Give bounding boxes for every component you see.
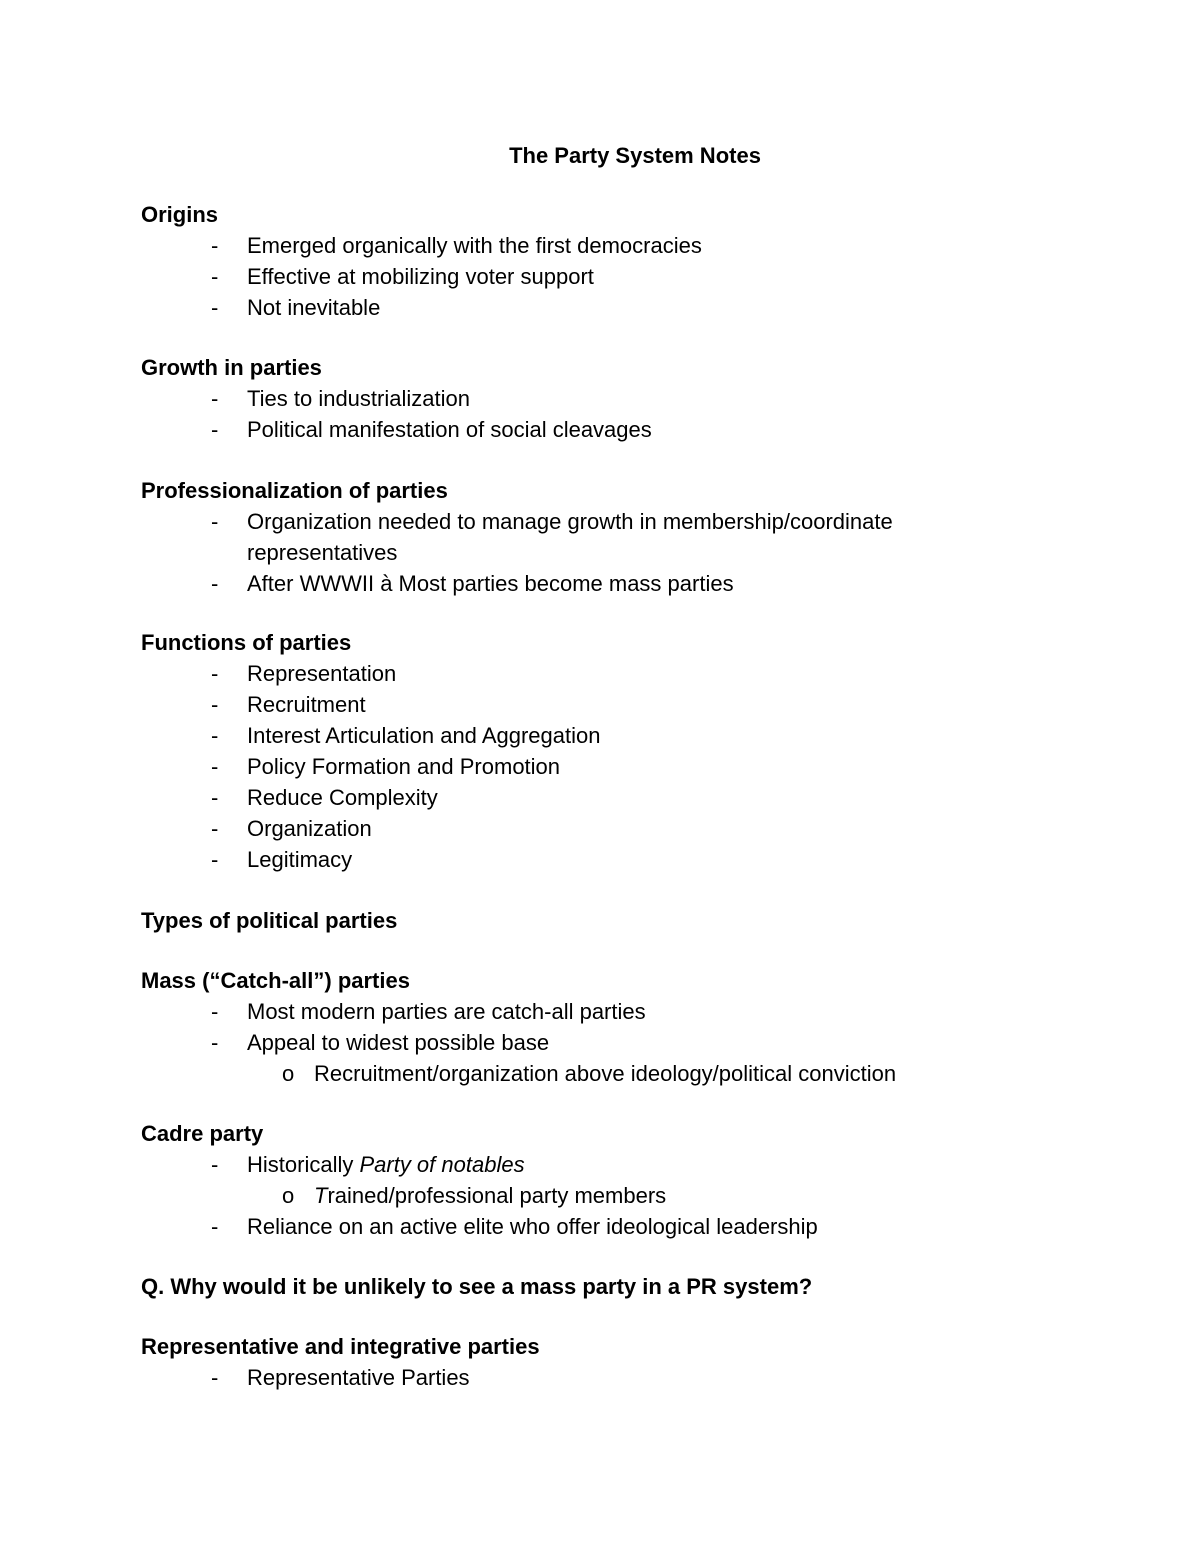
list-item-text: Historically (247, 1152, 360, 1177)
list-item: Recruitment (247, 692, 366, 717)
list-item: After WWWII à Most parties become mass parties (247, 571, 734, 596)
section-heading-representative: Representative and integrative parties (141, 1334, 540, 1359)
sub-list-item-text: rained/professional party members (327, 1183, 667, 1208)
section-heading-functions: Functions of parties (141, 630, 352, 655)
bullet-dash: - (211, 692, 219, 717)
list-item: Representative Parties (247, 1365, 470, 1390)
list-item: Legitimacy (247, 847, 353, 872)
bullet-dash: - (211, 785, 219, 810)
bullet-circle: o (282, 1183, 295, 1208)
bullet-dash: - (211, 417, 219, 442)
list-item: Policy Formation and Promotion (247, 754, 561, 779)
list-item: Emerged organically with the first democracies (247, 233, 702, 258)
list-item: Representation (247, 661, 397, 686)
question-text: Q. Why would it be unlikely to see a mass party in a PR system? (141, 1274, 813, 1299)
bullet-dash: - (211, 847, 219, 872)
bullet-dash: - (211, 295, 219, 320)
list-item: Reduce Complexity (247, 785, 438, 810)
section-heading-growth: Growth in parties (141, 355, 322, 380)
list-item: Not inevitable (247, 295, 381, 320)
sub-list-item-italic-text: T (314, 1183, 328, 1208)
bullet-dash: - (211, 999, 219, 1024)
list-item (247, 1149, 525, 1180)
bullet-dash: - (211, 571, 219, 596)
list-item-italic-text: Party of notables (359, 1152, 525, 1177)
list-item: Ties to industrialization (247, 386, 470, 411)
bullet-dash: - (211, 754, 219, 779)
list-item: Most modern parties are catch-all parties (247, 999, 646, 1024)
section-heading-origins: Origins (141, 202, 219, 227)
bullet-dash: - (211, 816, 219, 841)
list-item: Effective at mobilizing voter support (247, 264, 594, 289)
page-title: The Party System Notes (509, 143, 761, 168)
list-item: Reliance on an active elite who offer ideological leadership (247, 1214, 818, 1239)
bullet-dash: - (211, 723, 219, 748)
list-item: Organization needed to manage growth in membership/coordinate (247, 509, 893, 534)
section-heading-mass: Mass (“Catch-all”) parties (141, 968, 410, 993)
bullet-dash: - (211, 233, 219, 258)
sub-list-item (314, 1180, 666, 1211)
bullet-dash: - (211, 1365, 219, 1390)
bullet-dash: - (211, 1030, 219, 1055)
list-item: Organization (247, 816, 372, 841)
bullet-dash: - (211, 264, 219, 289)
bullet-dash: - (211, 1214, 219, 1239)
bullet-circle: o (282, 1061, 295, 1086)
bullet-dash: - (211, 386, 219, 411)
bullet-dash: - (211, 1152, 219, 1177)
bullet-dash: - (211, 661, 219, 686)
list-item: Appeal to widest possible base (247, 1030, 550, 1055)
list-item: Interest Articulation and Aggregation (247, 723, 601, 748)
list-item: Political manifestation of social cleavages (247, 417, 652, 442)
bullet-dash: - (211, 509, 219, 534)
sub-list-item: Recruitment/organization above ideology/political conviction (314, 1061, 897, 1086)
section-heading-cadre: Cadre party (141, 1121, 264, 1146)
section-heading-types: Types of political parties (141, 908, 398, 933)
list-item-continuation: representatives (247, 540, 398, 565)
section-heading-professionalization: Professionalization of parties (141, 478, 448, 503)
